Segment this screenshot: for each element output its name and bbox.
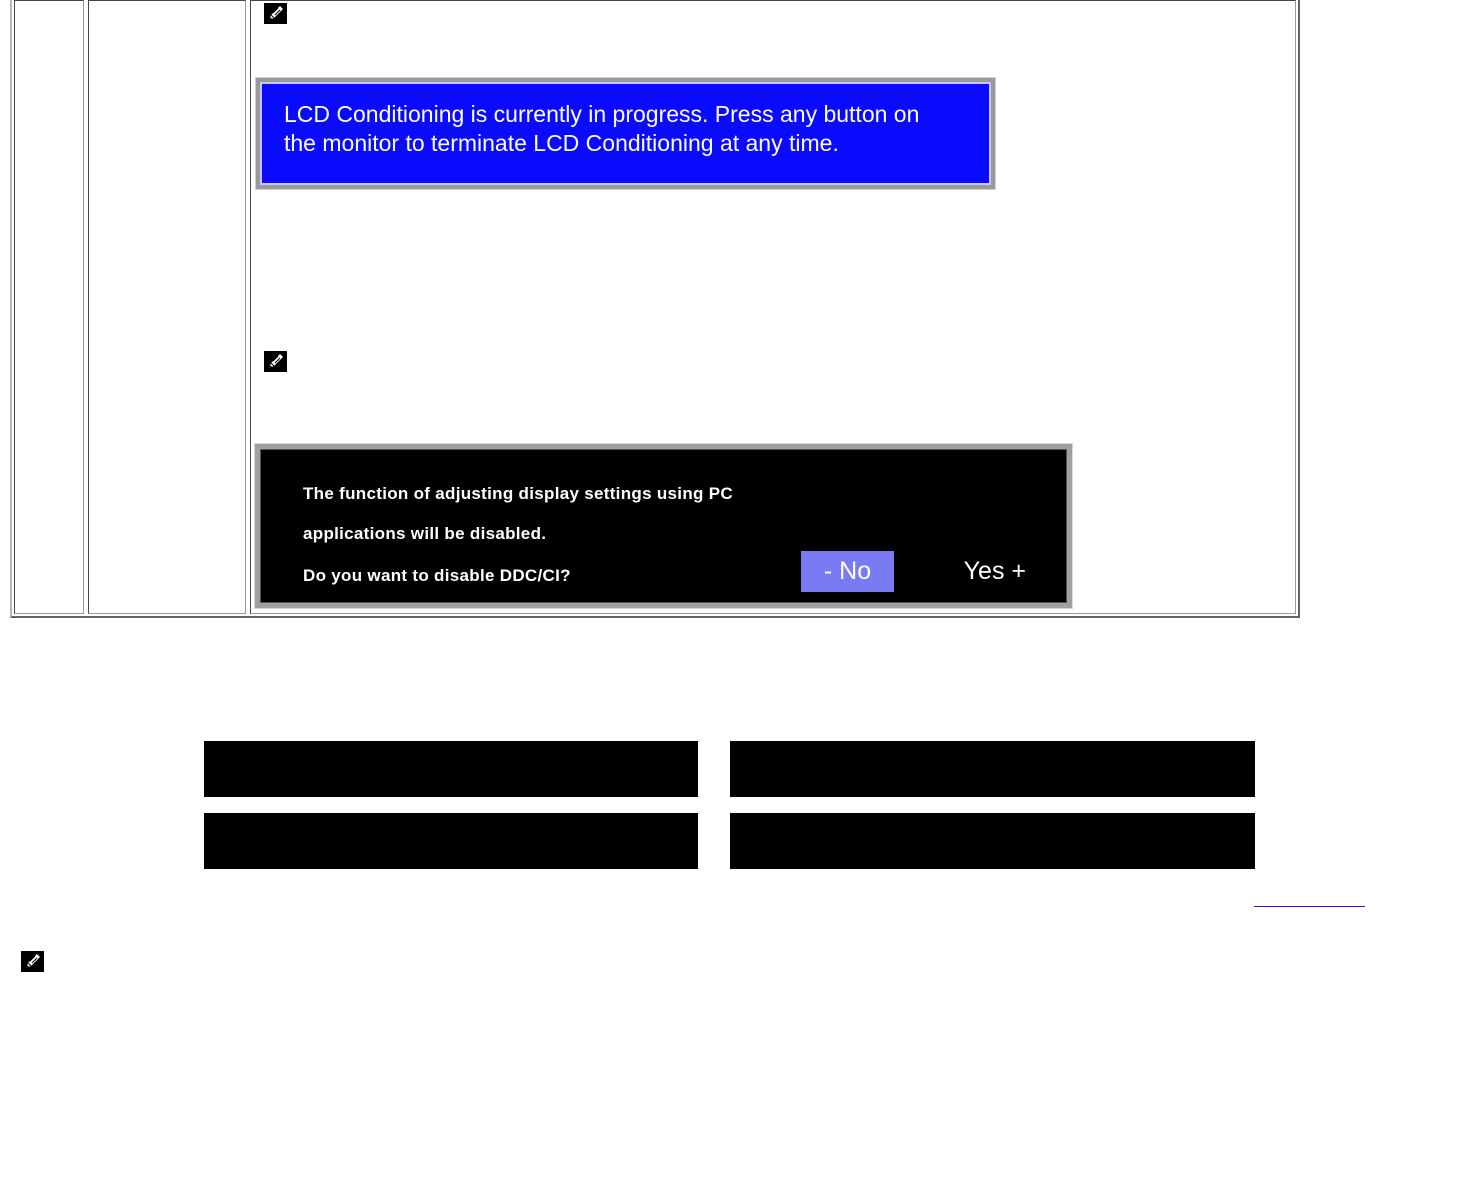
- nav-bar-top-left[interactable]: [204, 741, 698, 797]
- nav-bar-bottom-right[interactable]: [730, 813, 1255, 869]
- note-pencil-icon: [264, 3, 287, 24]
- table-cell-label: [88, 0, 246, 614]
- ddc-ci-dialog-screenshot: [254, 443, 1073, 609]
- note-pencil-icon: [264, 351, 287, 372]
- ddc-dialog-question: Do you want to disable DDC/CI?: [303, 566, 571, 585]
- nav-bar-bottom-left[interactable]: [204, 813, 698, 869]
- note-pencil-icon: [21, 951, 44, 972]
- no-button: - No: [801, 551, 894, 592]
- lcd-conditioning-line-2: the monitor to terminate LCD Conditioning at any time.: [284, 130, 839, 156]
- ddc-dialog-line-1: The function of adjusting display settings using PC: [303, 484, 733, 503]
- table-cell-index: [14, 0, 84, 614]
- back-to-top-link[interactable]: [1254, 906, 1365, 907]
- lcd-conditioning-message: [260, 82, 991, 185]
- yes-button: Yes +: [963, 557, 1026, 585]
- nav-bar-top-right[interactable]: [730, 741, 1255, 797]
- ddc-dialog-line-2: applications will be disabled.: [303, 524, 547, 543]
- lcd-conditioning-line-1: LCD Conditioning is currently in progress. Press any button on: [284, 101, 920, 127]
- lcd-conditioning-screenshot: [255, 77, 996, 190]
- ddc-ci-dialog: [260, 449, 1067, 603]
